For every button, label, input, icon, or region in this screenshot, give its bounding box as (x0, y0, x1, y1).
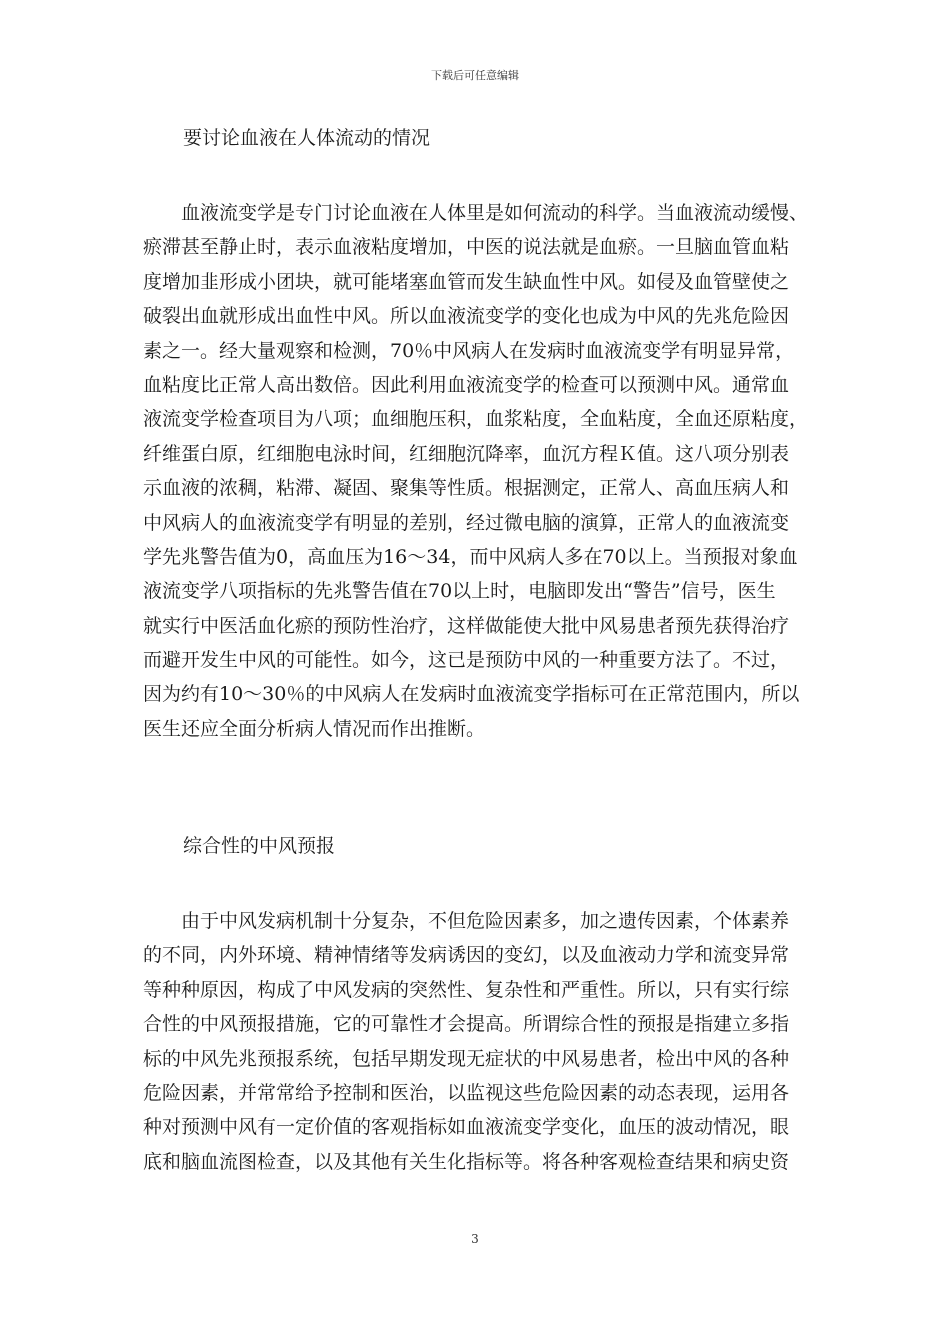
paragraph-line: 破裂出血就形成出血性中风。所以血液流变学的变化也成为中风的先兆危险因 (143, 305, 790, 328)
section-heading-blood-flow: 要讨论血液在人体流动的情况 (183, 127, 431, 149)
paragraph-line: 危险因素，并常常给予控制和医治，以监视这些危险因素的动态表现，运用各 (143, 1081, 790, 1104)
paragraph-comprehensive-forecast (143, 904, 823, 1179)
paragraph-line: 而避开发生中风的可能性。如今，这已是预防中风的一种重要方法了。不过， (143, 649, 790, 672)
section-heading-comprehensive-forecast: 综合性的中风预报 (183, 835, 336, 857)
paragraph-line: 合性的中风预报措施，它的可靠性才会提高。所谓综合性的预报是指建立多指 (143, 1013, 790, 1036)
paragraph-blood-rheology (143, 196, 823, 746)
page-header: 下载后可任意编辑 (431, 69, 519, 82)
paragraph-line: 纤维蛋白原，红细胞电泳时间，红细胞沉降率，血沉方程Ｋ值。这八项分别表 (143, 442, 790, 465)
paragraph-line: 种对预测中风有一定价值的客观指标如血液流变学变化，血压的波动情况，眼 (143, 1116, 790, 1139)
paragraph-line: 由于中风发病机制十分复杂，不但危险因素多，加之遗传因素，个体素养 (143, 910, 790, 932)
paragraph-line: 液流变学八项指标的先兆警告值在70以上时，电脑即发出“警告”信号，医生 (143, 580, 776, 603)
paragraph-line: 的不同，内外环境、精神情绪等发病诱因的变幻，以及血液动力学和流变异常 (143, 944, 790, 967)
paragraph-line: 瘀滞甚至静止时，表示血液粘度增加，中医的说法就是血瘀。一旦脑血管血粘 (143, 236, 790, 259)
paragraph-line: 中风病人的血液流变学有明显的差别，经过微电脑的演算，正常人的血液流变 (143, 511, 790, 534)
paragraph-line: 度增加韭形成小团块，就可能堵塞血管而发生缺血性中风。如侵及血管壁使之 (143, 270, 790, 293)
paragraph-line: 底和脑血流图检查，以及其他有关生化指标等。将各种客观检查结果和病史资 (143, 1150, 790, 1173)
paragraph-line: 素之一。经大量观察和检测，70％中风病人在发病时血液流变学有明显异常， (143, 339, 795, 362)
paragraph-line: 液流变学检查项目为八项；血细胞压积，血浆粘度，全血粘度，全血还原粘度， (143, 408, 809, 431)
paragraph-line: 血液流变学是专门讨论血液在人体里是如何流动的科学。当血液流动缓慢、 (143, 202, 809, 224)
paragraph-line: 学先兆警告值为0，高血压为16～34，而中风病人多在70以上。当预报对象血 (143, 545, 798, 568)
page-number: 3 (471, 1232, 479, 1246)
paragraph-line: 就实行中医活血化瘀的预防性治疗，这样做能使大批中风易患者预先获得治疗 (143, 614, 790, 637)
paragraph-line: 医生还应全面分析病人情况而作出推断。 (143, 717, 486, 740)
paragraph-line: 因为约有10～30％的中风病人在发病时血液流变学指标可在正常范围内，所以 (143, 683, 800, 706)
paragraph-line: 血粘度比正常人高出数倍。因此利用血液流变学的检查可以预测中风。通常血 (143, 373, 790, 396)
paragraph-line: 标的中风先兆预报系统，包括早期发现无症状的中风易患者，检出中风的各种 (143, 1047, 790, 1070)
paragraph-line: 等种种原因，构成了中风发病的突然性、复杂性和严重性。所以，只有实行综 (143, 978, 790, 1001)
paragraph-line: 示血液的浓稠，粘滞、凝固、聚集等性质。根据测定，正常人、高血压病人和 (143, 477, 790, 500)
